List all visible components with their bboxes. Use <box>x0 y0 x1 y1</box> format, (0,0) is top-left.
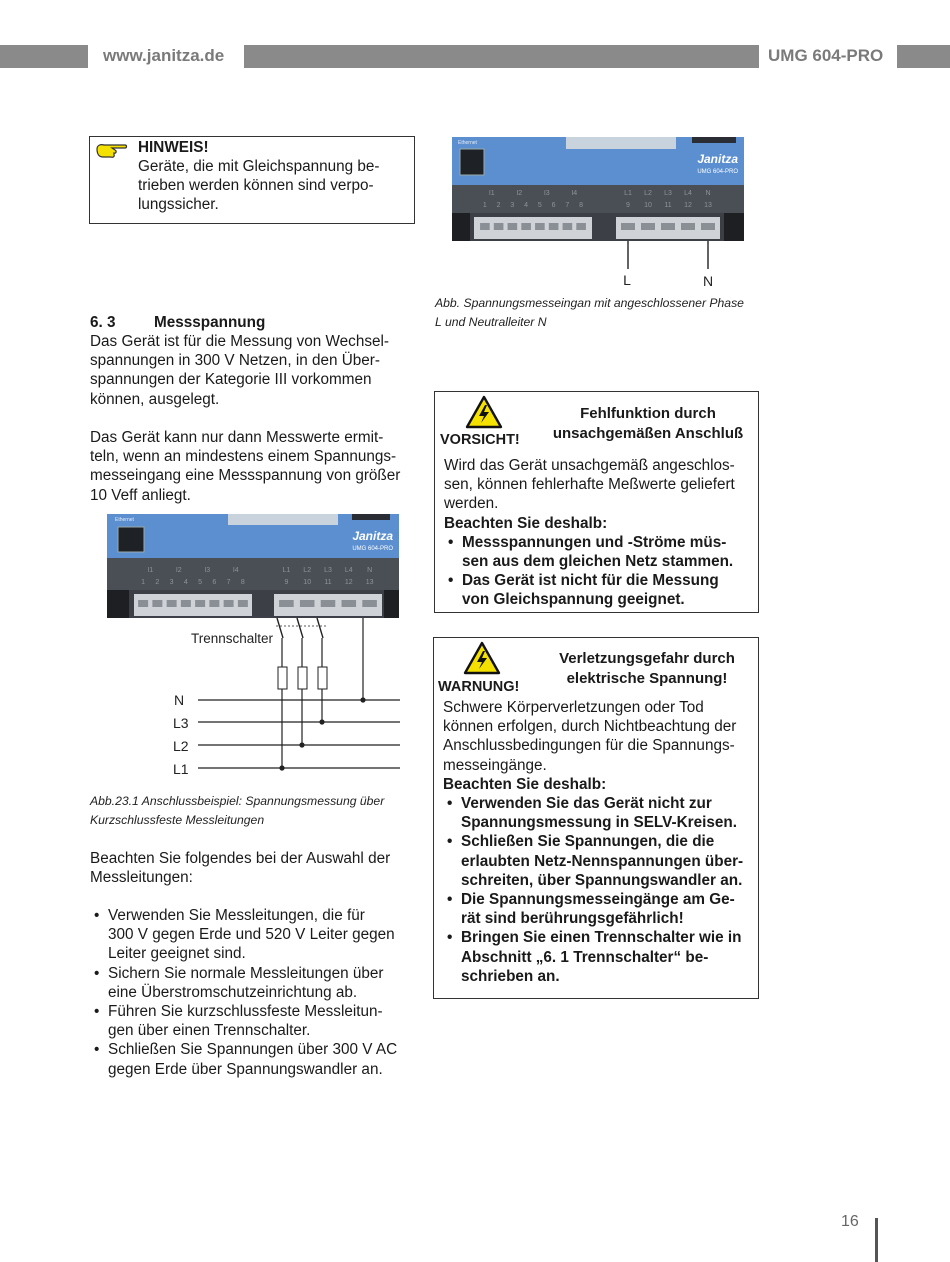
terminal-group-label: L3 <box>664 190 672 197</box>
text-line: Das Gerät kann nur dann Messwerte ermit- <box>90 429 384 446</box>
header-product: UMG 604-PRO <box>768 46 884 65</box>
text-line: gegen Erde über Spannungswandler an. <box>108 1060 383 1078</box>
caption-line: Abb.23.1 Anschlussbeispiel: Spannungsmessung über <box>90 794 385 808</box>
terminal-screw <box>480 223 490 230</box>
terminal-screw <box>661 223 675 230</box>
header-website: www.janitza.de <box>103 46 225 65</box>
terminal-number: 8 <box>579 202 584 209</box>
section-paragraph-2 <box>90 428 400 505</box>
note-line: lungssicher. <box>138 196 219 214</box>
text-line: • Die Spannungsmesseingänge am Ge- <box>461 891 735 909</box>
terminal-number: 12 <box>684 202 692 209</box>
terminal-screw <box>549 223 559 230</box>
text-line: • Schließen Sie Spannungen, die die <box>461 833 715 851</box>
terminal-number: 7 <box>565 202 570 209</box>
page-number-rule <box>875 1218 878 1262</box>
fuse-l1 <box>278 667 287 689</box>
terminal-group-label: L1 <box>282 567 291 574</box>
text-line: Spannungsmessung in SELV-Kreisen. <box>461 814 737 832</box>
note-heading: Beachten Sie deshalb: <box>443 775 607 793</box>
switch-blade-l2 <box>297 618 303 638</box>
device-foot-right <box>384 590 399 618</box>
switch-blade-l1 <box>277 618 283 638</box>
text-line: 300 V gegen Erde und 520 V Leiter gegen <box>108 926 395 944</box>
terminal-group-label: L4 <box>344 567 353 574</box>
device-display-top <box>566 137 676 149</box>
terminal-screw <box>181 600 191 607</box>
terminal-number: 4 <box>524 202 529 209</box>
terminal-number: 10 <box>644 202 652 209</box>
title-line: elektrische Spannung! <box>566 670 728 687</box>
terminal-group-label: I3 <box>204 567 211 574</box>
terminal-group-label: I3 <box>543 190 550 197</box>
device-model: UMG 604-PRO <box>697 169 738 175</box>
terminal-number: 2 <box>496 202 501 209</box>
terminal-group-label: I4 <box>571 190 578 197</box>
text-line: erlaubten Netz-Nennspannungen über- <box>461 852 744 870</box>
terminal-number: 13 <box>365 579 374 586</box>
line-label-l2: L2 <box>173 738 189 754</box>
terminal-number: 6 <box>212 579 217 586</box>
device-figure-top <box>448 137 748 293</box>
list-item <box>444 571 756 609</box>
list-item <box>443 890 758 928</box>
terminal-screw <box>508 223 518 230</box>
section-paragraph-1 <box>90 332 389 409</box>
terminal-number: 12 <box>344 579 353 586</box>
text-line: Beachten Sie folgendes bei der Auswahl der <box>90 850 391 867</box>
list-item <box>90 906 420 964</box>
warning-body <box>443 698 758 986</box>
text-line: • Sichern Sie normale Messleitungen über <box>108 964 384 982</box>
text-line: Das Gerät ist für die Messung von Wechsel- <box>90 333 389 350</box>
text-line: gen über einen Trennschalter. <box>108 1022 311 1040</box>
terminal-screw <box>167 600 177 607</box>
text-line: können, ausgelegt. <box>90 390 220 408</box>
terminal-screw <box>535 223 545 230</box>
text-line: • Bringen Sie einen Trennschalter wie in <box>461 929 742 947</box>
terminal-screw <box>621 223 635 230</box>
device-foot-right <box>724 213 744 241</box>
warning-title <box>546 649 748 689</box>
line-label-l3: L3 <box>173 715 189 731</box>
text-line: Schwere Körperverletzungen oder Tod <box>443 699 704 716</box>
wiring-figure <box>100 512 410 784</box>
terminal-number: 7 <box>226 579 231 586</box>
caption-line: Abb. Spannungsmesseingan mit angeschlossener Phase <box>435 296 744 310</box>
note-line: Geräte, die mit Gleichspannung be- <box>138 158 380 175</box>
list-item <box>443 832 758 890</box>
note-heading: Beachten Sie deshalb: <box>444 514 608 532</box>
caution-signal-word: VORSICHT! <box>440 432 520 448</box>
terminal-number: 2 <box>155 579 160 586</box>
list-item <box>90 1040 420 1078</box>
terminal-group-label: N <box>367 567 373 574</box>
selection-bullet-list <box>90 906 420 1079</box>
text-line: 10 Veff anliegt. <box>90 486 191 504</box>
terminal-group-label: L2 <box>303 567 312 574</box>
terminal-group-label: I2 <box>175 567 182 574</box>
text-line: sen aus dem gleichen Netz stammen. <box>462 553 734 571</box>
ethernet-label: Ethernet <box>115 517 134 523</box>
switch-label: Trennschalter <box>190 631 273 646</box>
device-brand: Janitza <box>697 152 738 166</box>
text-line: teln, wenn an mindestens einem Spannungs- <box>90 448 397 466</box>
fuse-l3 <box>318 667 327 689</box>
terminal-number: 3 <box>169 579 174 586</box>
terminal-number: 1 <box>482 202 487 209</box>
device-model: UMG 604-PRO <box>352 546 393 552</box>
terminal-screw <box>321 600 336 607</box>
caution-box <box>434 391 759 613</box>
selection-intro <box>90 849 390 887</box>
ethernet-port <box>460 149 484 175</box>
high-voltage-warning-icon <box>463 641 501 675</box>
note-title: HINWEIS! <box>138 139 209 156</box>
title-line: unsachgemäßen Anschluß <box>552 425 744 442</box>
text-line: • Das Gerät ist nicht für die Messung <box>462 572 719 590</box>
figure-bottom-caption <box>90 792 384 830</box>
text-line: rät sind berührungsgefährlich! <box>461 910 684 928</box>
device-body <box>107 558 399 590</box>
terminal-screw <box>576 223 586 230</box>
terminal-number: 9 <box>284 579 289 586</box>
terminal-group-label: L1 <box>624 190 632 197</box>
fuse-l2 <box>298 667 307 689</box>
caution-body <box>444 456 756 610</box>
pointing-hand-icon <box>95 141 129 161</box>
label-l: L <box>623 272 631 288</box>
caution-bullet-list <box>444 533 756 610</box>
terminal-number: 8 <box>240 579 245 586</box>
warning-box <box>433 637 759 999</box>
terminal-screw <box>641 223 655 230</box>
label-n: N <box>702 273 714 289</box>
warning-signal-word: WARNUNG! <box>438 679 520 695</box>
terminal-screw <box>362 600 377 607</box>
terminal-number: 5 <box>198 579 203 586</box>
terminal-block-left <box>134 594 252 616</box>
header-bar-left <box>0 45 88 68</box>
warning-bullet-list <box>443 794 758 986</box>
junction-l1 <box>279 765 284 770</box>
line-label-n: N <box>174 692 185 708</box>
high-voltage-warning-icon <box>465 395 503 429</box>
terminal-screw <box>224 600 234 607</box>
terminal-group-label: I4 <box>232 567 239 574</box>
text-line: Messleitungen: <box>90 869 193 887</box>
text-line: • Verwenden Sie Messleitungen, die für <box>108 907 365 924</box>
section-title: Messspannung <box>154 314 266 331</box>
note-body <box>138 157 380 215</box>
terminal-screw <box>152 600 162 607</box>
line-label-l1: L1 <box>173 761 189 777</box>
junction-l3 <box>319 719 324 724</box>
text-line: • Messspannungen und -Ströme müs- <box>462 533 727 551</box>
text-line: von Gleichspannung geeignet. <box>462 591 685 609</box>
text-line: können erfolgen, durch Nichtbeachtung der <box>443 718 737 736</box>
junction-n <box>360 697 365 702</box>
terminal-group-label: N <box>705 190 711 197</box>
list-item <box>90 1002 420 1040</box>
text-line: spannungen der Kategorie III vorkommen <box>90 371 372 389</box>
terminal-number: 11 <box>324 579 332 586</box>
terminal-group-label: I1 <box>147 567 154 574</box>
title-line: Verletzungsgefahr durch <box>559 650 735 667</box>
terminal-number: 4 <box>183 579 188 586</box>
junction-l2 <box>299 742 304 747</box>
device-brand: Janitza <box>352 529 393 543</box>
text-line: Leiter geeignet sind. <box>108 945 246 963</box>
text-line: spannungen in 300 V Netzen, in den Über- <box>90 352 380 370</box>
text-line: werden. <box>444 495 499 513</box>
terminal-number: 1 <box>141 579 146 586</box>
terminal-group-label: I1 <box>488 190 495 197</box>
terminal-screw <box>521 223 531 230</box>
device-foot-left <box>107 590 129 618</box>
terminal-screw <box>279 600 294 607</box>
caution-title <box>547 404 749 444</box>
caption-line: L und Neutralleiter N <box>435 315 547 329</box>
terminal-screw <box>701 223 715 230</box>
switch-blade-l3 <box>317 618 323 638</box>
text-line: schrieben an. <box>461 967 560 985</box>
terminal-number: 6 <box>551 202 556 209</box>
device-display-top <box>228 514 338 525</box>
text-line: Wird das Gerät unsachgemäß angeschlos- <box>444 457 735 474</box>
header-bar-middle <box>244 45 759 68</box>
terminal-screw <box>681 223 695 230</box>
list-item <box>444 533 756 571</box>
section-number: 6. 3 <box>90 314 116 331</box>
terminal-screw <box>138 600 148 607</box>
device-dark-corner <box>352 514 390 520</box>
terminal-number: 11 <box>664 202 672 209</box>
list-item <box>90 964 420 1002</box>
device-foot-left <box>452 213 470 241</box>
note-line: trieben werden können sind verpo- <box>138 177 374 195</box>
terminal-screw <box>563 223 573 230</box>
text-line: messeingänge. <box>443 756 547 774</box>
terminal-group-label: L3 <box>324 567 332 574</box>
terminal-number: 3 <box>510 202 515 209</box>
terminal-group-label: I2 <box>516 190 523 197</box>
terminal-group-label: L4 <box>684 190 692 197</box>
header-bar-right <box>897 45 950 68</box>
text-line: sen, können fehlerhafte Meßwerte geliefert <box>444 476 735 494</box>
text-line: messeingang eine Messspannung von größer <box>90 467 401 485</box>
terminal-number: 10 <box>303 579 312 586</box>
terminal-number: 9 <box>626 202 630 209</box>
terminal-screw <box>342 600 357 607</box>
terminal-block-left <box>474 217 592 239</box>
text-line: Anschlussbedingungen für die Spannungs- <box>443 737 735 755</box>
terminal-screw <box>195 600 205 607</box>
ethernet-label: Ethernet <box>458 140 477 146</box>
figure-top-caption <box>435 294 744 332</box>
terminal-group-label: L2 <box>644 190 652 197</box>
text-line: Abschnitt „6. 1 Trennschalter“ be- <box>461 948 709 966</box>
caption-line: Kurzschlussfeste Messleitungen <box>90 813 265 827</box>
terminal-screw <box>209 600 219 607</box>
text-line: • Schließen Sie Spannungen über 300 V AC <box>108 1041 398 1059</box>
terminal-number: 5 <box>537 202 542 209</box>
terminal-screw <box>238 600 248 607</box>
text-line: eine Überstromschutzeinrichtung ab. <box>108 983 358 1001</box>
page-number: 16 <box>841 1213 859 1230</box>
text-line: schreiten, über Spannungswandler an. <box>461 871 743 889</box>
list-item <box>443 928 758 986</box>
text-line: • Führen Sie kurzschlussfeste Messleitun- <box>108 1003 383 1021</box>
terminal-number: 13 <box>704 202 712 209</box>
terminal-screw <box>494 223 504 230</box>
device-dark-corner <box>692 137 736 143</box>
list-item <box>443 794 758 832</box>
text-line: • Verwenden Sie das Gerät nicht zur <box>461 795 712 813</box>
note-box <box>89 136 415 224</box>
ethernet-port <box>118 527 144 552</box>
title-line: Fehlfunktion durch <box>580 405 716 422</box>
terminal-screw <box>300 600 315 607</box>
